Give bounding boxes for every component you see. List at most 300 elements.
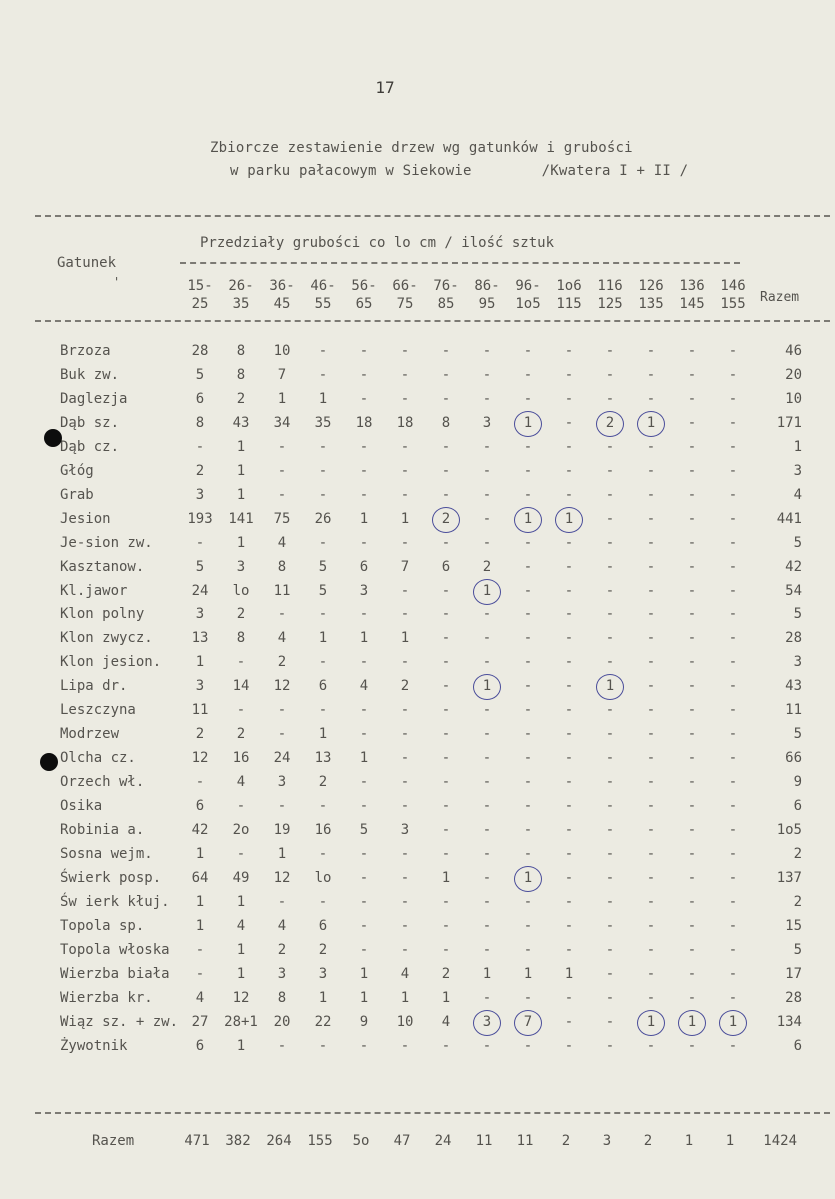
range-header xyxy=(262,277,302,313)
count-cell: - xyxy=(441,463,451,479)
count-cell: - xyxy=(728,798,738,814)
count-cell: 1 xyxy=(523,966,533,982)
table-row xyxy=(0,1014,835,1037)
count-cell: 6 xyxy=(195,391,205,407)
count-cell: 193 xyxy=(187,511,213,527)
count-cell: - xyxy=(359,894,369,910)
count-cell: - xyxy=(359,654,369,670)
count-cell: - xyxy=(687,367,697,383)
count-cell: - xyxy=(359,463,369,479)
count-cell: - xyxy=(687,726,697,742)
count-cell: - xyxy=(605,343,615,359)
circle-mark xyxy=(719,1010,747,1036)
count-cell: - xyxy=(646,942,656,958)
count-cell: 4 xyxy=(236,918,246,934)
species-name: Wiąz sz. + zw. xyxy=(60,1014,179,1030)
subtitle-location: w parku pałacowym w Siekowie xyxy=(230,163,472,179)
row-total: 3 xyxy=(793,654,802,670)
count-cell: 1 xyxy=(195,894,205,910)
count-cell: - xyxy=(359,487,369,503)
count-cell: 2 xyxy=(318,942,328,958)
count-cell: - xyxy=(728,367,738,383)
count-cell: - xyxy=(523,990,533,1006)
count-cell: lo xyxy=(314,870,332,886)
count-cell: 1 xyxy=(523,870,533,886)
range-to: 155 xyxy=(720,296,746,312)
count-cell: - xyxy=(277,726,287,742)
count-cell: 3 xyxy=(318,966,328,982)
count-cell: 3 xyxy=(400,822,410,838)
count-cell: - xyxy=(318,846,328,862)
count-cell: - xyxy=(687,750,697,766)
count-cell: - xyxy=(441,846,451,862)
count-cell: - xyxy=(441,343,451,359)
count-cell: - xyxy=(687,583,697,599)
count-cell: - xyxy=(728,463,738,479)
count-cell: - xyxy=(646,846,656,862)
count-cell: 1 xyxy=(687,1014,697,1030)
count-cell: 2 xyxy=(605,415,615,431)
count-cell: 1 xyxy=(318,630,328,646)
count-cell: 8 xyxy=(236,630,246,646)
range-from: 126 xyxy=(638,278,664,294)
row-total: 5 xyxy=(793,942,802,958)
range-to: 65 xyxy=(355,296,373,312)
count-cell: - xyxy=(318,439,328,455)
count-cell: - xyxy=(441,678,451,694)
count-cell: - xyxy=(646,439,656,455)
count-cell: - xyxy=(728,487,738,503)
count-cell: 5 xyxy=(195,367,205,383)
count-cell: - xyxy=(687,630,697,646)
count-cell: 1 xyxy=(195,654,205,670)
count-cell: 7 xyxy=(277,367,287,383)
row-total: 2 xyxy=(793,846,802,862)
count-cell: - xyxy=(277,702,287,718)
row-total: 20 xyxy=(785,367,802,383)
count-cell: - xyxy=(564,415,574,431)
row-total: 66 xyxy=(785,750,802,766)
range-header xyxy=(590,277,630,313)
count-cell: - xyxy=(687,439,697,455)
count-cell: - xyxy=(482,918,492,934)
species-name: Daglezja xyxy=(60,391,128,407)
count-cell: - xyxy=(277,894,287,910)
count-cell: - xyxy=(564,391,574,407)
count-cell: - xyxy=(523,630,533,646)
count-cell: - xyxy=(400,726,410,742)
count-cell: 49 xyxy=(232,870,250,886)
count-cell: - xyxy=(195,774,205,790)
species-name: Głóg xyxy=(60,463,94,479)
row-total: 10 xyxy=(785,391,802,407)
count-cell: 35 xyxy=(314,415,332,431)
count-cell: - xyxy=(400,583,410,599)
column-total: 24 xyxy=(434,1133,452,1149)
species-name: Brzoza xyxy=(60,343,111,359)
species-name: Olcha cz. xyxy=(60,750,136,766)
count-cell: 6 xyxy=(195,798,205,814)
count-cell: - xyxy=(277,487,287,503)
count-cell: - xyxy=(728,559,738,575)
document-subtitle xyxy=(230,163,688,179)
count-cell: 1 xyxy=(359,511,369,527)
count-cell: 3 xyxy=(236,559,246,575)
row-total: 134 xyxy=(776,1014,802,1030)
count-cell: 3 xyxy=(277,774,287,790)
count-cell: - xyxy=(728,654,738,670)
count-cell: - xyxy=(441,702,451,718)
count-cell: 1 xyxy=(400,630,410,646)
count-cell: 7 xyxy=(523,1014,533,1030)
count-cell: - xyxy=(564,726,574,742)
count-cell: - xyxy=(441,918,451,934)
count-cell: - xyxy=(441,367,451,383)
count-cell: - xyxy=(605,774,615,790)
count-cell: - xyxy=(564,559,574,575)
count-cell: - xyxy=(359,870,369,886)
count-cell: - xyxy=(523,439,533,455)
count-cell: - xyxy=(359,367,369,383)
count-cell: 1 xyxy=(359,966,369,982)
count-cell: - xyxy=(564,1014,574,1030)
page-number: 17 xyxy=(375,78,395,97)
count-cell: - xyxy=(482,439,492,455)
row-total: 54 xyxy=(785,583,802,599)
table-row xyxy=(0,846,835,869)
count-cell: 5 xyxy=(318,583,328,599)
count-cell: - xyxy=(236,846,246,862)
count-cell: - xyxy=(482,367,492,383)
count-cell: - xyxy=(523,343,533,359)
count-cell: 2 xyxy=(236,606,246,622)
count-cell: - xyxy=(482,870,492,886)
count-cell: - xyxy=(687,702,697,718)
species-name: Wierzba kr. xyxy=(60,990,153,1006)
column-total: 264 xyxy=(266,1133,292,1149)
count-cell: 1 xyxy=(564,966,574,982)
count-cell: 3 xyxy=(195,678,205,694)
column-total: 382 xyxy=(225,1133,251,1149)
count-cell: - xyxy=(400,774,410,790)
table-row xyxy=(0,559,835,582)
count-cell: - xyxy=(605,559,615,575)
count-cell: - xyxy=(564,630,574,646)
range-header xyxy=(713,277,753,313)
divider-top xyxy=(35,215,830,217)
count-cell: - xyxy=(646,870,656,886)
count-cell: 20 xyxy=(273,1014,291,1030)
species-name: Dąb sz. xyxy=(60,415,120,431)
table-row xyxy=(0,535,835,558)
count-cell: 1 xyxy=(441,870,451,886)
count-cell: 6 xyxy=(318,918,328,934)
count-cell: - xyxy=(728,894,738,910)
count-cell: - xyxy=(482,774,492,790)
count-cell: - xyxy=(523,822,533,838)
count-cell: - xyxy=(605,726,615,742)
count-cell: - xyxy=(482,894,492,910)
species-name: Świerk posp. xyxy=(60,870,162,886)
count-cell: 1 xyxy=(482,583,492,599)
range-to: 25 xyxy=(191,296,209,312)
count-cell: - xyxy=(482,463,492,479)
table-row xyxy=(0,1038,835,1061)
table-row xyxy=(0,966,835,989)
count-cell: - xyxy=(564,846,574,862)
count-cell: - xyxy=(277,463,287,479)
table-row xyxy=(0,606,835,629)
count-cell: - xyxy=(482,750,492,766)
count-cell: 1 xyxy=(605,678,615,694)
table-row xyxy=(0,511,835,534)
row-total: 6 xyxy=(793,1038,802,1054)
species-name: Orzech wł. xyxy=(60,774,145,790)
count-cell: - xyxy=(441,942,451,958)
count-cell: - xyxy=(687,678,697,694)
range-to: 125 xyxy=(597,296,623,312)
count-cell: 11 xyxy=(273,583,291,599)
circle-mark xyxy=(473,579,501,605)
count-cell: - xyxy=(728,583,738,599)
row-total: 17 xyxy=(785,966,802,982)
range-to: 85 xyxy=(437,296,455,312)
count-cell: - xyxy=(523,535,533,551)
count-cell: - xyxy=(728,774,738,790)
count-cell: - xyxy=(564,702,574,718)
count-cell: - xyxy=(277,606,287,622)
count-cell: 4 xyxy=(277,535,287,551)
count-cell: - xyxy=(728,966,738,982)
count-cell: 3 xyxy=(482,415,492,431)
range-to: 75 xyxy=(396,296,414,312)
count-cell: - xyxy=(646,918,656,934)
count-cell: - xyxy=(523,654,533,670)
species-name: Wierzba biała xyxy=(60,966,170,982)
range-header xyxy=(426,277,466,313)
count-cell: - xyxy=(400,942,410,958)
count-cell: 12 xyxy=(273,870,291,886)
count-cell: - xyxy=(605,511,615,527)
range-from: 76- xyxy=(433,278,459,294)
count-cell: - xyxy=(318,367,328,383)
count-cell: 4 xyxy=(236,774,246,790)
count-cell: - xyxy=(441,391,451,407)
count-cell: - xyxy=(277,439,287,455)
count-cell: 13 xyxy=(191,630,209,646)
count-cell: 28+1 xyxy=(224,1014,258,1030)
count-cell: 18 xyxy=(355,415,373,431)
count-cell: - xyxy=(318,654,328,670)
count-cell: - xyxy=(646,822,656,838)
count-cell: - xyxy=(728,702,738,718)
count-cell: 8 xyxy=(236,367,246,383)
count-cell: - xyxy=(728,439,738,455)
range-from: 56- xyxy=(351,278,377,294)
count-cell: - xyxy=(646,606,656,622)
count-cell: - xyxy=(359,798,369,814)
count-cell: - xyxy=(523,463,533,479)
count-cell: 2 xyxy=(277,654,287,670)
range-header xyxy=(631,277,671,313)
count-cell: - xyxy=(564,822,574,838)
table-row xyxy=(0,463,835,486)
circle-mark xyxy=(555,507,583,533)
species-name: Dąb cz. xyxy=(60,439,120,455)
count-cell: - xyxy=(605,606,615,622)
count-cell: 3 xyxy=(195,606,205,622)
count-cell: - xyxy=(359,1038,369,1054)
count-cell: - xyxy=(728,630,738,646)
count-cell: 4 xyxy=(359,678,369,694)
count-cell: - xyxy=(523,606,533,622)
count-cell: - xyxy=(605,918,615,934)
count-cell: 10 xyxy=(396,1014,414,1030)
species-column-header: Gatunek xyxy=(57,255,117,271)
count-cell: - xyxy=(646,654,656,670)
count-cell: 1 xyxy=(318,391,328,407)
count-cell: - xyxy=(441,439,451,455)
count-cell: 1 xyxy=(236,535,246,551)
column-total: 2 xyxy=(643,1133,653,1149)
count-cell: - xyxy=(728,535,738,551)
count-cell: 3 xyxy=(482,1014,492,1030)
row-total: 46 xyxy=(785,343,802,359)
species-name: Kasztanow. xyxy=(60,559,145,575)
count-cell: 1 xyxy=(359,750,369,766)
document-title: Zbiorcze zestawienie drzew wg gatunków i grubości xyxy=(210,140,633,156)
count-cell: 1 xyxy=(236,942,246,958)
species-name: Św ierk kłuj. xyxy=(60,894,170,910)
species-name: Sosna wejm. xyxy=(60,846,153,862)
count-cell: - xyxy=(318,894,328,910)
row-total: 28 xyxy=(785,990,802,1006)
count-cell: - xyxy=(564,535,574,551)
count-cell: 16 xyxy=(232,750,250,766)
count-cell: - xyxy=(564,343,574,359)
count-cell: - xyxy=(482,487,492,503)
count-cell: - xyxy=(482,630,492,646)
count-cell: - xyxy=(523,678,533,694)
count-cell: - xyxy=(482,1038,492,1054)
circle-mark xyxy=(596,411,624,437)
count-cell: 1 xyxy=(195,918,205,934)
count-cell: - xyxy=(605,654,615,670)
count-cell: - xyxy=(441,487,451,503)
species-name: Osika xyxy=(60,798,103,814)
count-cell: - xyxy=(646,583,656,599)
count-cell: - xyxy=(523,846,533,862)
count-cell: - xyxy=(564,678,574,694)
count-cell: - xyxy=(605,990,615,1006)
species-name: Topola sp. xyxy=(60,918,145,934)
size-classes-header: Przedziały grubości co lo cm / ilość sztuk xyxy=(200,235,555,251)
range-from: 146 xyxy=(720,278,746,294)
table-row xyxy=(0,654,835,677)
row-total: 5 xyxy=(793,535,802,551)
count-cell: 2 xyxy=(236,391,246,407)
species-name: Buk zw. xyxy=(60,367,120,383)
count-cell: 3 xyxy=(195,487,205,503)
count-cell: - xyxy=(359,918,369,934)
count-cell: - xyxy=(728,678,738,694)
range-from: 86- xyxy=(474,278,500,294)
count-cell: 1 xyxy=(236,894,246,910)
count-cell: - xyxy=(195,942,205,958)
count-cell: - xyxy=(605,846,615,862)
count-cell: 22 xyxy=(314,1014,332,1030)
count-cell: - xyxy=(400,343,410,359)
count-cell: 5 xyxy=(318,559,328,575)
count-cell: - xyxy=(564,942,574,958)
range-from: 26- xyxy=(228,278,254,294)
count-cell: - xyxy=(523,798,533,814)
count-cell: - xyxy=(400,1038,410,1054)
count-cell: - xyxy=(687,559,697,575)
count-cell: - xyxy=(441,583,451,599)
count-cell: - xyxy=(728,726,738,742)
column-total: 2 xyxy=(561,1133,571,1149)
count-cell: 2 xyxy=(277,942,287,958)
count-cell: 7 xyxy=(400,559,410,575)
count-cell: - xyxy=(646,367,656,383)
count-cell: 16 xyxy=(314,822,332,838)
circle-mark xyxy=(678,1010,706,1036)
count-cell: - xyxy=(646,798,656,814)
count-cell: - xyxy=(564,774,574,790)
count-cell: - xyxy=(564,367,574,383)
circle-mark xyxy=(637,411,665,437)
count-cell: - xyxy=(523,894,533,910)
count-cell: - xyxy=(646,463,656,479)
count-cell: - xyxy=(441,1038,451,1054)
count-cell: 18 xyxy=(396,415,414,431)
count-cell: - xyxy=(605,367,615,383)
count-cell: - xyxy=(441,894,451,910)
count-cell: - xyxy=(523,559,533,575)
column-total: 155 xyxy=(307,1133,333,1149)
count-cell: 12 xyxy=(232,990,250,1006)
count-cell: - xyxy=(400,702,410,718)
count-cell: - xyxy=(359,343,369,359)
count-cell: 6 xyxy=(318,678,328,694)
count-cell: - xyxy=(728,942,738,958)
count-cell: - xyxy=(687,415,697,431)
count-cell: - xyxy=(605,894,615,910)
count-cell: - xyxy=(728,391,738,407)
row-total: 171 xyxy=(776,415,802,431)
count-cell: - xyxy=(441,774,451,790)
count-cell: - xyxy=(687,487,697,503)
table-row xyxy=(0,798,835,821)
count-cell: - xyxy=(277,1038,287,1054)
count-cell: - xyxy=(195,966,205,982)
count-cell: - xyxy=(605,391,615,407)
count-cell: - xyxy=(687,942,697,958)
table-row xyxy=(0,942,835,965)
count-cell: - xyxy=(728,415,738,431)
count-cell: 4 xyxy=(441,1014,451,1030)
count-cell: - xyxy=(646,630,656,646)
count-cell: 12 xyxy=(273,678,291,694)
count-cell: 27 xyxy=(191,1014,209,1030)
count-cell: - xyxy=(646,894,656,910)
count-cell: 2 xyxy=(482,559,492,575)
count-cell: - xyxy=(646,750,656,766)
count-cell: - xyxy=(400,654,410,670)
count-cell: - xyxy=(687,822,697,838)
column-total: 11 xyxy=(475,1133,493,1149)
